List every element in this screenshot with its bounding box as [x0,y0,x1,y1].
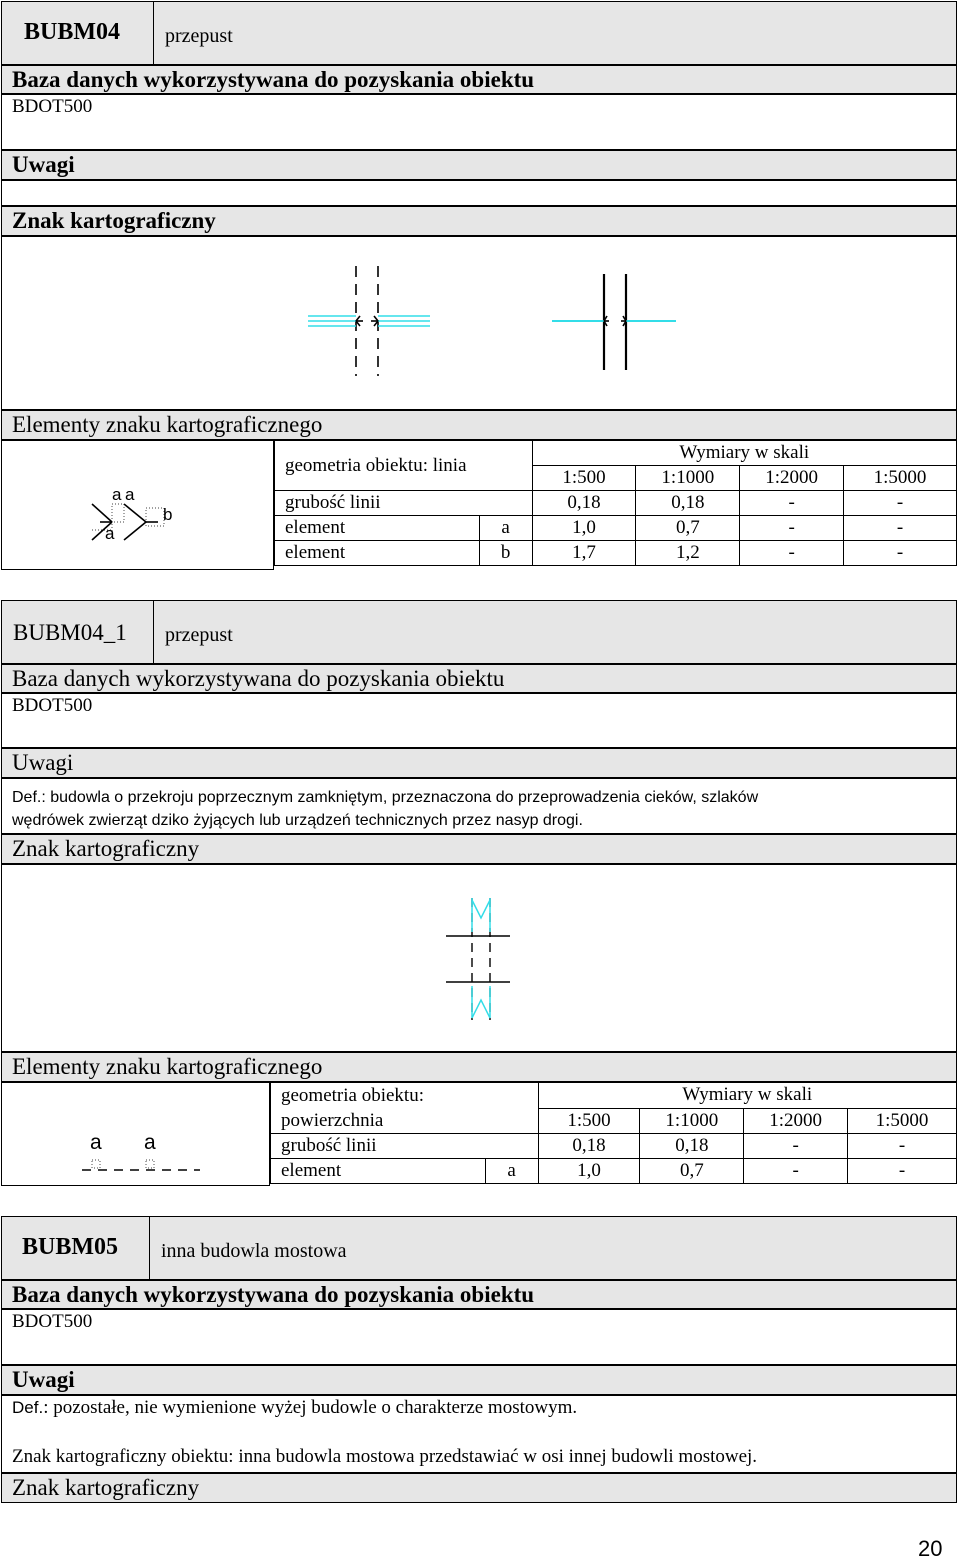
card1-symbol-box [1,236,957,410]
card1-db-value: BDOT500 [12,96,93,117]
card2-geometry-label-2: powierzchnia [281,1110,384,1131]
card2-notes-heading: Uwagi [12,750,74,775]
card1-name: przepust [165,25,233,47]
card1-culvert-symbol-left [300,262,440,378]
card3-def-prefix: Def. [12,1398,44,1417]
cell-value: 1,2 [636,541,740,566]
card3-db-value: BDOT500 [12,1311,93,1332]
card2-name: przepust [165,624,233,646]
cell-value: - [844,541,957,566]
row-label: element [275,541,480,566]
card2-symbol-heading: Znak kartograficzny [12,836,200,861]
cell-value: - [848,1134,957,1159]
cell-value: - [740,516,844,541]
card2-geometry-label [271,1083,539,1134]
card2-notes-bar [1,748,957,778]
card2-culvert-area-symbol [440,894,520,1024]
card2-definition [12,786,952,832]
cell-value: 0,18 [532,491,636,516]
table-row [271,1159,957,1184]
row-key: a [479,516,532,541]
card2-geometry-label-1: geometria obiektu: [281,1085,424,1106]
cell-value: - [744,1159,848,1184]
card3-symbol-note: Znak kartograficzny obiektu: inna budowla mostowa przedstawiać w osi innej budowli mostowej. [12,1446,758,1467]
card1-dims-heading: Wymiary w skali [532,441,956,466]
card1-elements-heading: Elementy znaku kartograficznego [12,412,323,437]
card1-db-heading: Baza danych wykorzystywana do pozyskania obiektu [12,67,535,92]
card2-db-value: BDOT500 [12,695,93,716]
card3-db-box [1,1309,957,1365]
card1-culvert-symbol-right [548,270,680,374]
card3-symbol-heading: Znak kartograficzny [12,1475,200,1500]
cell-value: 1,0 [538,1159,640,1184]
table-row [275,541,957,566]
card2-code: BUBM04_1 [13,620,127,645]
card1-symbol-heading: Znak kartograficzny [12,208,216,233]
table-row [271,1134,957,1159]
cell-value: 1,7 [532,541,636,566]
cell-value: - [844,516,957,541]
card1-code: BUBM04 [24,19,120,45]
cell-value: - [740,491,844,516]
cell-value: - [744,1134,848,1159]
card3-notes-bar [1,1365,957,1395]
cell-value: 0,7 [640,1159,744,1184]
card1-scale-1000: 1:1000 [636,466,740,491]
row-label: element [271,1159,486,1184]
card2-scale-5000: 1:5000 [848,1108,957,1134]
row-label: element [275,516,480,541]
card2-scale-1000: 1:1000 [640,1108,744,1134]
card2-scale-500: 1:500 [538,1108,640,1134]
card2-elements-heading: Elementy znaku kartograficznego [12,1054,323,1079]
cell-value: 0,7 [636,516,740,541]
card3-notes-heading: Uwagi [12,1367,75,1392]
card3-code: BUBM05 [22,1234,118,1260]
row-label: grubość linii [271,1134,539,1159]
card1-notes-box [1,180,957,206]
page-number: 20 [918,1536,943,1561]
cell-value: 1,0 [532,516,636,541]
card1-diagram-label-a2: a [125,485,135,504]
card2-diagram-label-a2: a [144,1131,156,1154]
card1-db-box [1,94,957,150]
card1-dimensions-table [274,440,957,566]
card2-def-line1: : budowla o przekroju poprzecznym zamkniętym, przeznaczona do przeprowadzenia cieków, szlaków [41,789,759,806]
card1-notes-bar [1,150,957,180]
row-key: b [479,541,532,566]
card3-name: inna budowla mostowa [161,1240,347,1262]
card2-element-diagram [80,1152,204,1176]
card1-diagram-label-a3: a [105,524,115,543]
card1-scale-500: 1:500 [532,466,636,491]
card2-def-prefix: Def. [12,789,42,806]
card1-diagram-label-b: b [163,505,173,524]
row-key: a [485,1159,538,1184]
card2-def-line2: wędrówek zwierząt dziko żyjących lub urządzeń technicznych przez nasyp drogi. [12,812,583,829]
table-row [275,516,957,541]
cell-value: 0,18 [640,1134,744,1159]
card3-definition [12,1397,577,1419]
card2-db-box [1,693,957,748]
card1-diagram-label-a1: a [112,485,122,504]
card2-dimensions-table [270,1082,957,1184]
card1-scale-2000: 1:2000 [740,466,844,491]
row-label: grubość linii [275,491,533,516]
cell-value: - [848,1159,957,1184]
cell-value: 0,18 [636,491,740,516]
card2-dims-heading: Wymiary w skali [538,1083,956,1109]
card2-scale-2000: 1:2000 [744,1108,848,1134]
card1-notes-heading: Uwagi [12,152,75,177]
cell-value: - [844,491,957,516]
card2-diagram-label-a1: a [90,1131,102,1154]
cell-value: 0,18 [538,1134,640,1159]
table-row [275,491,957,516]
card3-db-heading: Baza danych wykorzystywana do pozyskania obiektu [12,1282,535,1307]
card2-db-heading: Baza danych wykorzystywana do pozyskania obiektu [12,666,505,691]
card1-geometry-label: geometria obiektu: linia [275,441,533,491]
card3-def-text: : pozostałe, nie wymienione wyżej budowle o charakterze mostowym. [43,1397,578,1418]
cell-value: - [740,541,844,566]
card1-scale-5000: 1:5000 [844,466,957,491]
